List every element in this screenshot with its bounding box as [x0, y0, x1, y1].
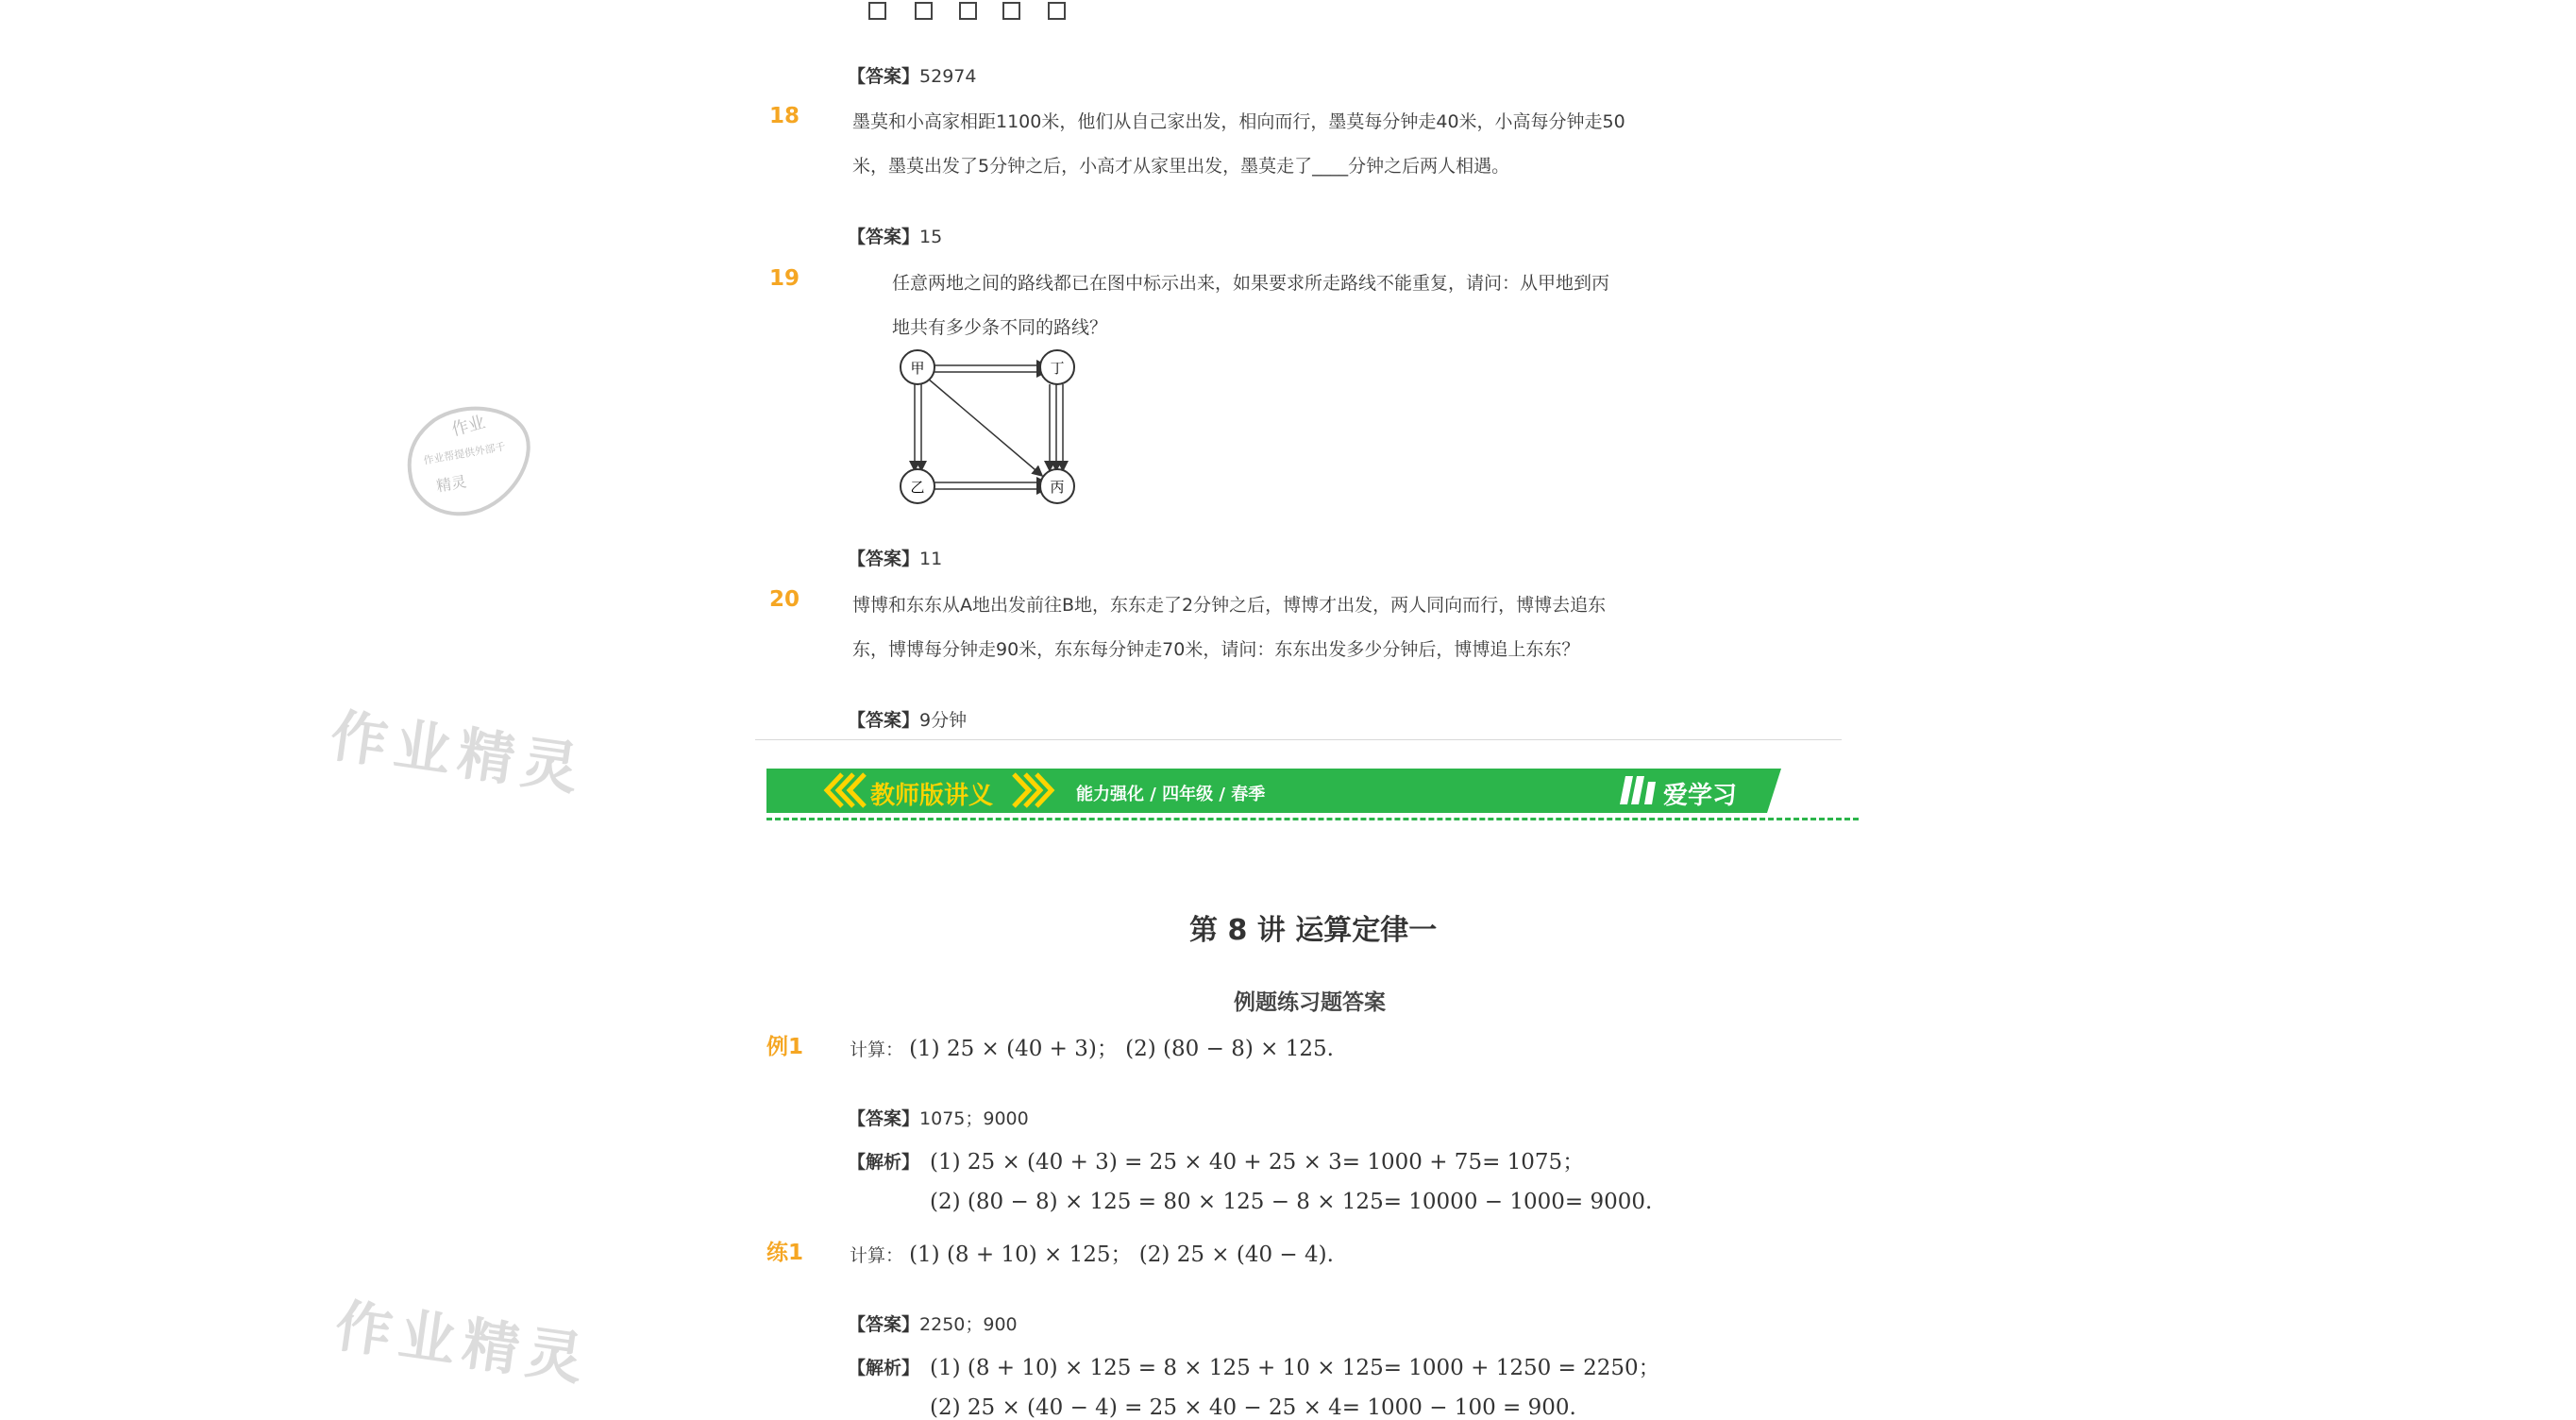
banner-breadcrumb: 能力强化 / 四年级 / 春季 [1076, 785, 1266, 804]
answer-value: 1075；9000 [919, 1108, 1029, 1129]
question-label: 计算： [850, 1245, 904, 1266]
answer-tag: 【答案】 [848, 227, 920, 247]
q17-answer [848, 62, 976, 88]
analysis-tag: 【解析】 [848, 1152, 920, 1173]
box [959, 2, 977, 20]
box [868, 2, 886, 20]
node-ding [1040, 350, 1074, 384]
node-jia [901, 350, 934, 384]
svg-text:乙: 乙 [910, 479, 925, 496]
pr1-answer [848, 1310, 1018, 1336]
svg-text:甲: 甲 [910, 360, 925, 377]
ex1-analysis2: (2) (80 − 8) × 125 = 80 × 125 − 8 × 125= 10000 − 1000= 9000. [930, 1190, 1653, 1214]
ex1-answer [848, 1105, 1029, 1130]
box [1002, 2, 1020, 20]
answer-value: 11 [919, 549, 943, 569]
answer-value: 52974 [919, 66, 977, 87]
answer-tag: 【答案】 [848, 1314, 920, 1335]
svg-text:丙: 丙 [1050, 479, 1065, 496]
answer-tag: 【答案】 [848, 549, 920, 569]
q20-line1: 博博和东东从A地出发前往B地，东东走了2分钟之后，博博才出发，两人同向而行，博博去追东 [852, 595, 1607, 616]
question-math: (1) 25 × (40 + 3)； (2) (80 − 8) × 125. [909, 1037, 1334, 1061]
box [1048, 2, 1066, 20]
lecture-subtitle: 例题练习题答案 [1234, 990, 1386, 1015]
q18-line2: 米，墨莫出发了5分钟之后，小高才从家里出发，墨莫走了____分钟之后两人相遇。 [852, 156, 1510, 177]
q20-line2: 东，博博每分钟走90米，东东每分钟走70米，请问：东东出发多少分钟后，博博追上东东？ [852, 639, 1580, 660]
banner-dashed-underline [766, 818, 1859, 820]
ex1-question [850, 1031, 1334, 1062]
box [915, 2, 933, 20]
route-line [928, 379, 1041, 475]
practice-number: 练1 [766, 1241, 804, 1265]
q18-answer [848, 223, 942, 248]
example-number: 例1 [766, 1035, 804, 1059]
ex1-analysis1: (1) 25 × (40 + 3) = 25 × 40 + 25 × 3= 1000 + 75= 1075； [930, 1150, 1585, 1175]
pr1-analysis-tag [848, 1354, 919, 1379]
answer-boxes [868, 2, 1076, 23]
answer-value: 9分钟 [919, 710, 968, 731]
question-label: 计算： [850, 1040, 904, 1060]
page-divider [755, 739, 1842, 740]
pr1-analysis2: (2) 25 × (40 − 4) = 25 × 40 − 25 × 4= 1000 − 100 = 900. [930, 1395, 1576, 1420]
lecture-title: 第 8 讲 运算定律一 [1189, 914, 1438, 947]
answer-tag: 【答案】 [848, 1108, 920, 1129]
node-bing [1040, 469, 1074, 503]
question-number: 19 [769, 266, 800, 291]
q18-line1: 墨莫和小高家相距1100米，他们从自己家出发，相向而行，墨莫每分钟走40米，小高每分钟走50 [852, 111, 1625, 132]
route-diagram [892, 345, 1086, 505]
banner-label: 教师版讲义 [870, 782, 994, 810]
answer-value: 2250；900 [919, 1314, 1018, 1335]
side-watermark: 作业精灵 [326, 702, 590, 804]
stamp-text-top: 作业 [449, 412, 488, 441]
q19-answer [848, 545, 942, 570]
side-watermark: 作业精灵 [330, 1293, 595, 1395]
stamp-text-bottom: 精灵 [434, 472, 468, 496]
stamp-text-mid: 作业帮提供外部千 [422, 440, 507, 467]
answer-tag: 【答案】 [848, 710, 920, 731]
analysis-tag: 【解析】 [848, 1358, 920, 1378]
answer-value: 15 [919, 227, 943, 247]
answer-tag: 【答案】 [848, 66, 920, 87]
question-number: 18 [769, 104, 800, 128]
ex1-analysis-tag [848, 1148, 919, 1174]
q19-line1: 任意两地之间的路线都已在图中标示出来，如果要求所走路线不能重复，请问：从甲地到丙 [892, 273, 1610, 294]
pr1-question [850, 1237, 1334, 1268]
svg-text:丁: 丁 [1050, 360, 1065, 377]
q20-answer [848, 706, 967, 732]
pr1-analysis1: (1) (8 + 10) × 125 = 8 × 125 + 10 × 125= 1000 + 1250 = 2250； [930, 1356, 1660, 1380]
q19-line2: 地共有多少条不同的路线？ [892, 317, 1108, 338]
question-number: 20 [769, 587, 800, 612]
node-yi [901, 469, 934, 503]
banner-brand: 爱学习 [1663, 782, 1738, 810]
question-math: (1) (8 + 10) × 125； (2) 25 × (40 − 4). [909, 1242, 1334, 1267]
